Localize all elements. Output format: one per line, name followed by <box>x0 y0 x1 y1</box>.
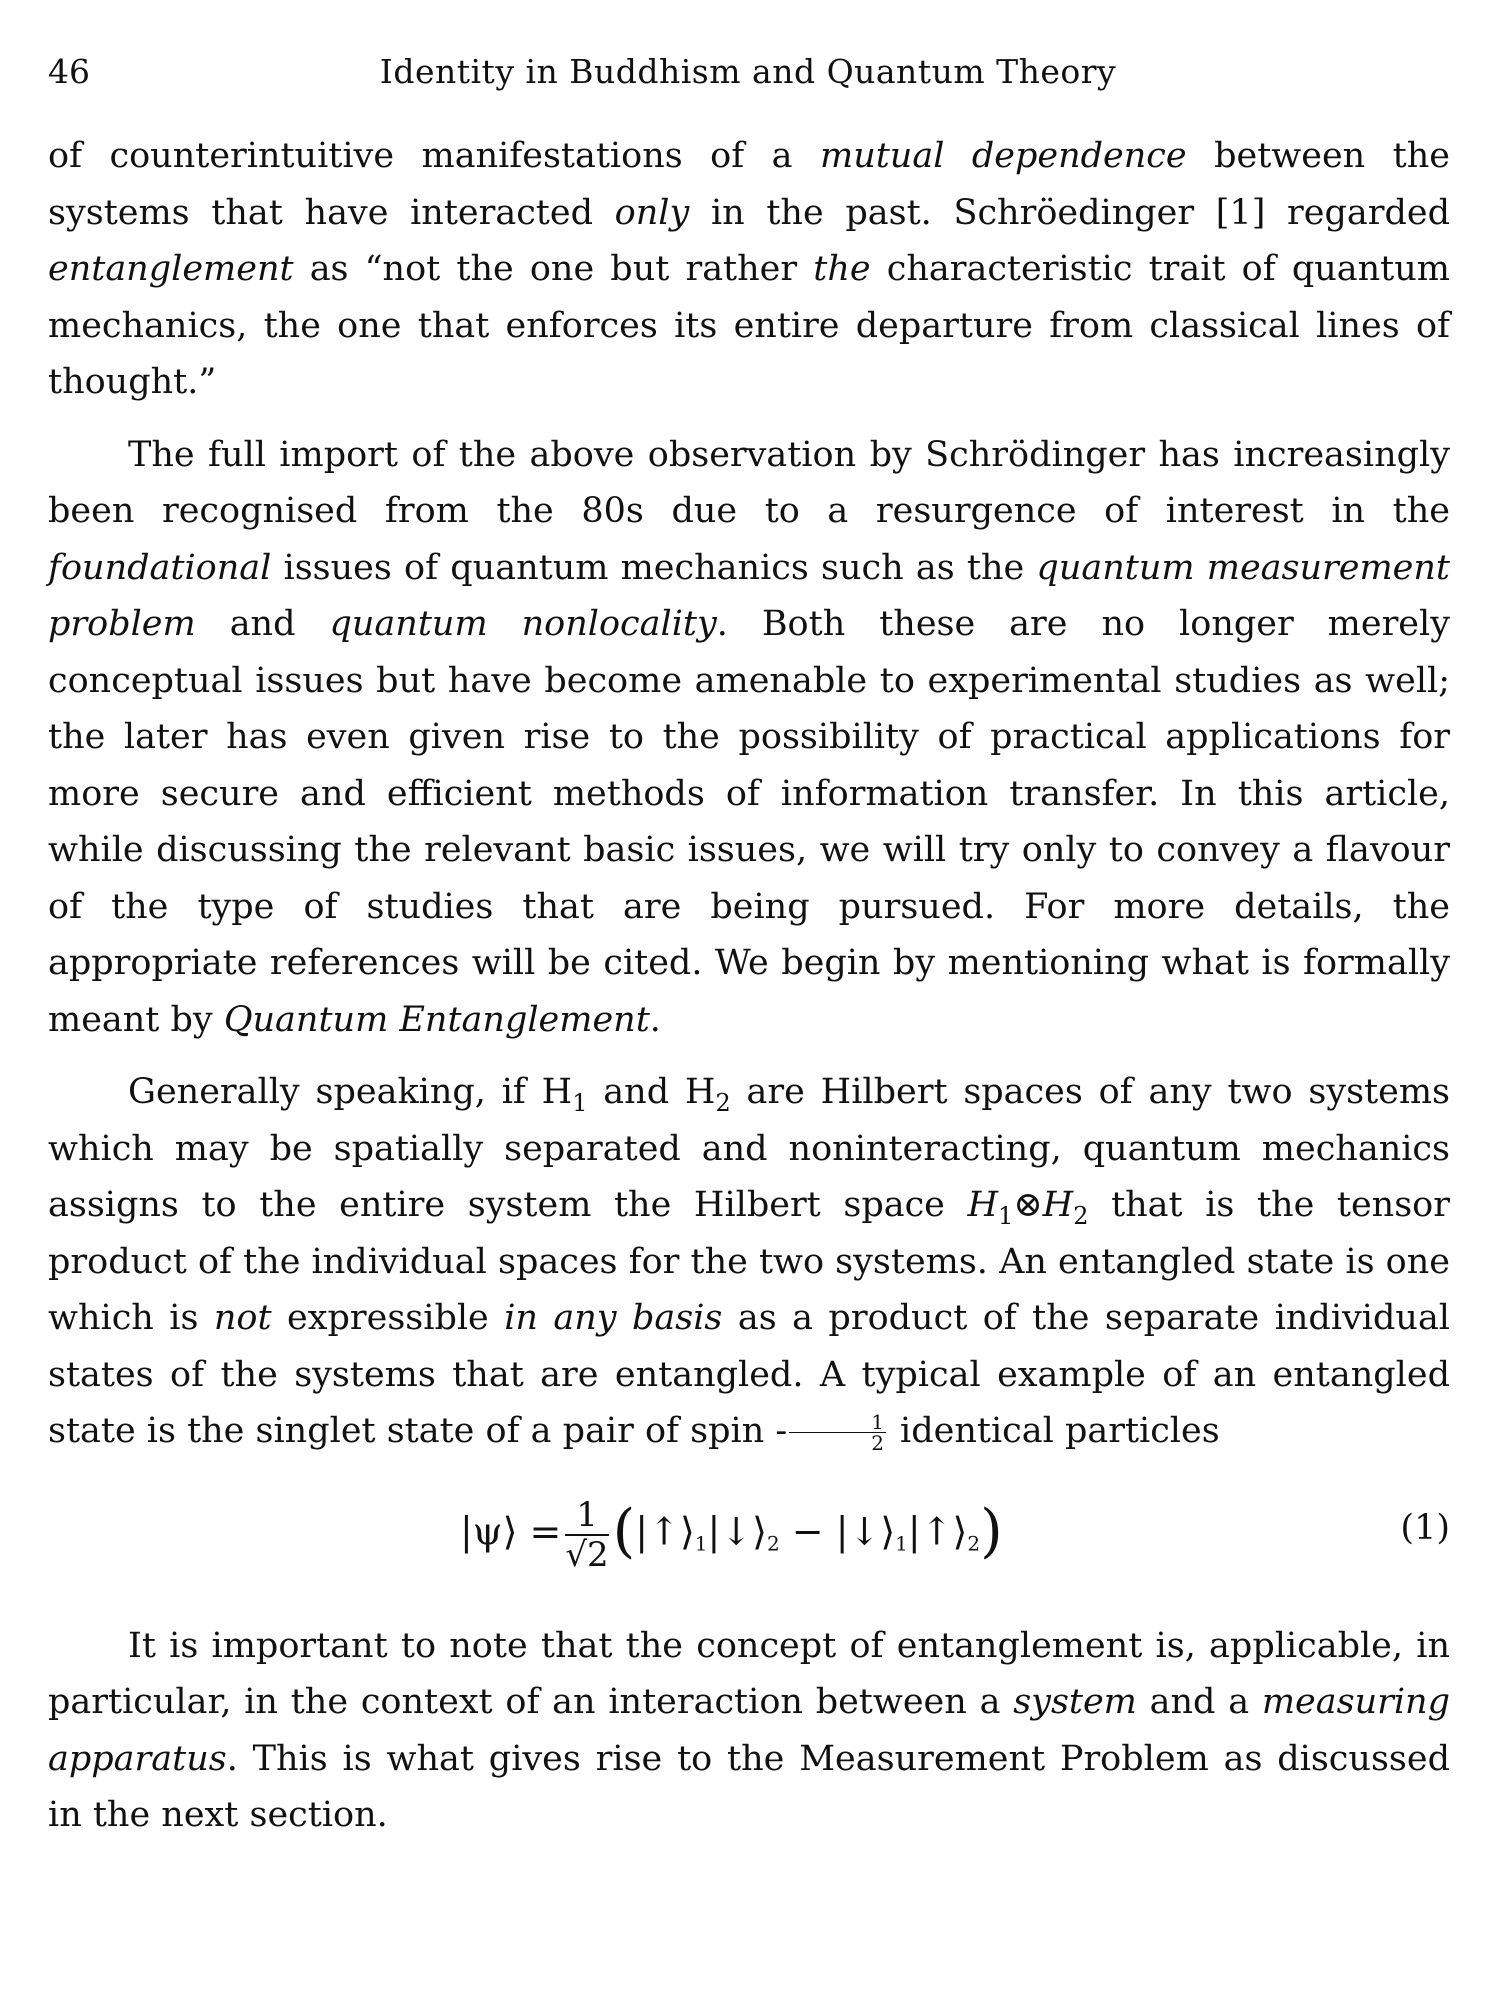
subscript: 2 <box>967 1531 981 1555</box>
emphasis: foundational <box>48 547 272 588</box>
text: expressible <box>271 1298 505 1338</box>
coefficient-numerator: 1 <box>565 1496 608 1536</box>
paragraph-3 <box>48 1064 1450 1460</box>
subscript: 1 <box>572 1089 588 1117</box>
tensor-product-symbol: ⊗ <box>1013 1185 1043 1225</box>
text: . This is what gives rise to the Measurement Problem as discussed in the next section. <box>48 1738 1450 1835</box>
math-symbol: H <box>967 1185 999 1225</box>
text: and <box>195 604 330 644</box>
text: are Hilbert spaces of any two systems which may be spatially separated and noninteracting, quantum mechanics assigns to the entire system the Hilbert space <box>48 1072 1451 1225</box>
emphasis: not <box>213 1298 272 1338</box>
text: in the past. Schröedinger [1] regarded <box>689 192 1450 233</box>
text: as a product of the separate individual states of the systems that are entangled. A typical example of an entangled state is the singlet state of a pair of spin - <box>48 1298 1451 1451</box>
ket: |↓⟩ <box>835 1509 896 1553</box>
subscript: 1 <box>895 1531 908 1555</box>
page-number: 46 <box>48 52 90 91</box>
ket: |↑⟩ <box>907 1509 968 1553</box>
text: between the systems that have interacted <box>48 136 1450 233</box>
paragraph-4 <box>48 1618 1450 1844</box>
paragraph-1 <box>48 128 1450 411</box>
subscript: 2 <box>766 1531 780 1555</box>
equation-lhs: |ψ⟩ = <box>460 1509 562 1553</box>
minus-sign: − <box>779 1509 836 1553</box>
page-body <box>48 128 1450 1844</box>
subscript: 1 <box>694 1531 708 1555</box>
emphasis: measuring apparatus <box>48 1682 1451 1779</box>
emphasis: entanglement <box>48 249 294 289</box>
text: . Both these are no longer merely conceptual issues but have become amenable to experimental studies as well; the later has even given rise to the possibility of practical applications for more secure and efficient methods of information transfer. In this article, while discussing the relevant basic issues, we will try only to convey a flavour of the type of studies that are being pursued. For more details, the appropriate references will be cited. We begin by mentioning what is formally meant by <box>48 604 1450 1040</box>
right-paren: ) <box>980 1496 1003 1564</box>
emphasis: mutual dependence <box>820 136 1187 176</box>
subscript: 2 <box>715 1089 731 1117</box>
text: of counterintuitive manifestations of a <box>48 136 820 176</box>
text: identical particles <box>888 1411 1220 1451</box>
text: Generally speaking, if H <box>128 1072 573 1112</box>
text: that is the tensor product of the individual spaces for the two systems. An entangled state is one which is <box>48 1185 1450 1338</box>
text: issues of quantum mechanics such as the <box>271 547 1037 588</box>
equation-body <box>460 1496 1003 1574</box>
emphasis: only <box>614 192 690 233</box>
text: The full import of the above observation by Schrödinger has increasingly been recognised from the 80s due to a resurgence of interest in the <box>48 434 1450 531</box>
page-header <box>48 52 1448 102</box>
equation-coefficient <box>565 1496 608 1574</box>
emphasis: the <box>813 249 871 289</box>
emphasis: quantum measurement problem <box>48 547 1450 644</box>
fraction-denominator: 2 <box>871 1431 884 1455</box>
text: and a <box>1136 1682 1262 1722</box>
emphasis: in any basis <box>504 1298 723 1338</box>
subscript: 1 <box>998 1202 1014 1230</box>
coefficient-denominator: √2 <box>565 1534 609 1575</box>
fraction-numerator: 1 <box>789 1412 886 1433</box>
ket: |↓⟩ <box>707 1509 767 1553</box>
paragraph-2 <box>48 427 1450 1049</box>
text: as “not the one but rather <box>293 249 814 289</box>
text: and H <box>587 1072 716 1112</box>
text: It is important to note that the concept of entanglement is, applicable, in particular, in the context of an interaction between a <box>48 1625 1450 1722</box>
text: characteristic trait of quantum mechanics, the one that enforces its entire departure from classical lines of thought.” <box>48 249 1450 402</box>
inline-fraction <box>789 1412 886 1453</box>
equation-number: (1) <box>1400 1507 1450 1548</box>
text: . <box>649 999 661 1040</box>
equation-1 <box>48 1474 1450 1602</box>
emphasis: Quantum Entanglement <box>223 999 650 1040</box>
math-symbol: H <box>1042 1185 1074 1225</box>
ket: |↑⟩ <box>635 1509 695 1553</box>
emphasis: system <box>1013 1682 1137 1722</box>
emphasis: quantum nonlocality <box>329 604 717 644</box>
running-title: Identity in Buddhism and Quantum Theory <box>379 52 1117 91</box>
left-paren: ( <box>612 1496 636 1564</box>
subscript: 2 <box>1073 1202 1089 1230</box>
